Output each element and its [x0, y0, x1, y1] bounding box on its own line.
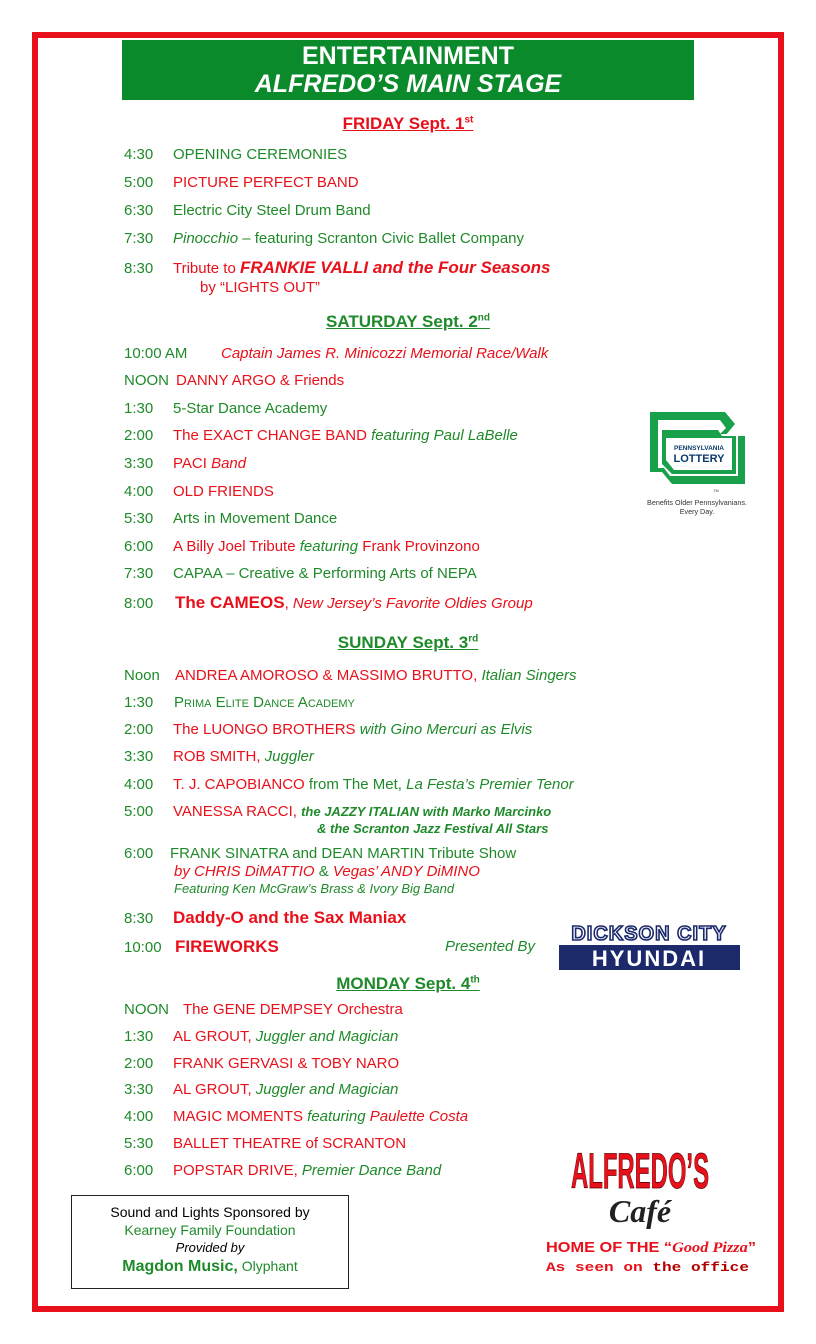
schedule-row: 8:00 The CAMEOS, New Jersey’s Favorite Oldies Group: [124, 593, 533, 612]
schedule-row: 6:30 Electric City Steel Drum Band: [124, 202, 371, 219]
schedule-row: 2:00 The LUONGO BROTHERS with Gino Mercuri as Elvis: [124, 721, 533, 738]
schedule-row-continued: Featuring Ken McGraw’s Brass & Ivory Big Band: [174, 881, 455, 896]
sponsor-name: Kearney Family Foundation: [124, 1222, 296, 1238]
schedule-row: 4:00 OLD FRIENDS: [124, 483, 274, 500]
alfredos-cafe-logo: [540, 1130, 765, 1280]
schedule-row: 6:00 A Billy Joel Tribute featuring Frank Provinzono: [124, 538, 480, 555]
svg-text:Every Day.: Every Day.: [679, 507, 715, 516]
schedule-row: 4:00 T. J. CAPOBIANCO from The Met, La Festa’s Premier Tenor: [124, 776, 574, 793]
day-heading-friday: FRIDAY Sept. 1st: [342, 114, 474, 133]
schedule-row: 3:30 AL GROUT, Juggler and Magician: [124, 1081, 399, 1098]
schedule-row: 5:30 Arts in Movement Dance: [124, 510, 338, 527]
svg-text:Café: Café: [608, 1193, 672, 1229]
presented-by-label: Presented By: [445, 938, 536, 955]
svg-text:ALFREDO’S: ALFREDO’S: [571, 1143, 709, 1199]
svg-text:Benefits Older Pennsylvanians.: Benefits Older Pennsylvanians.: [647, 498, 747, 507]
sponsor-box: [71, 1195, 349, 1289]
sponsor-provided-by: Provided by: [175, 1240, 245, 1255]
svg-text:LOTTERY: LOTTERY: [673, 453, 725, 465]
schedule-row-continued: by “LIGHTS OUT”: [200, 279, 321, 296]
svg-text:TM: TM: [713, 489, 719, 493]
schedule-row: 8:30 Daddy-O and the Sax Maniax: [124, 908, 407, 927]
schedule-row-continued: by CHRIS DiMATTIO & Vegas’ ANDY DiMINO: [174, 863, 480, 880]
schedule-row-continued: & the Scranton Jazz Festival All Stars: [317, 821, 549, 836]
sponsor-provider: Magdon Music, Olyphant: [122, 1258, 298, 1275]
schedule-row: NOON The GENE DEMPSEY Orchestra: [124, 1001, 403, 1018]
schedule-row: 5:00 VANESSA RACCI, the JAZZY ITALIAN with Marko Marcinko: [124, 803, 552, 820]
schedule-row: NOON DANNY ARGO & Friends: [124, 372, 345, 389]
svg-text:PENNSYLVANIA: PENNSYLVANIA: [674, 445, 724, 452]
page-header: [122, 40, 694, 100]
schedule-row: 6:00 POPSTAR DRIVE, Premier Dance Band: [124, 1162, 442, 1179]
schedule-row: 7:30 Pinocchio – featuring Scranton Civic Ballet Company: [124, 230, 525, 247]
schedule-row: 5:00 PICTURE PERFECT BAND: [124, 174, 359, 191]
pennsylvania-lottery-logo: [640, 410, 755, 520]
schedule-row: 8:30 Tribute to FRANKIE VALLI and the Four Seasons: [124, 258, 551, 277]
schedule-row: 1:30 AL GROUT, Juggler and Magician: [124, 1028, 399, 1045]
schedule-row: Noon ANDREA AMOROSO & MASSIMO BRUTTO, Italian Singers: [124, 667, 577, 684]
schedule-row: 4:00 MAGIC MOMENTS featuring Paulette Costa: [124, 1108, 469, 1125]
schedule-row: 5:30 BALLET THEATRE of SCRANTON: [124, 1135, 407, 1152]
svg-text:HYUNDAI: HYUNDAI: [591, 946, 707, 971]
schedule-row: 3:30 PACI Band: [124, 455, 247, 472]
schedule-row: 2:00 The EXACT CHANGE BAND featuring Paul LaBelle: [124, 427, 518, 444]
header-subtitle: ALFREDO’S MAIN STAGE: [254, 70, 562, 98]
schedule-row: 10:00 FIREWORKS: [124, 937, 279, 956]
day-heading-sunday: SUNDAY Sept. 3rd: [337, 633, 479, 652]
schedule-row: 2:00 FRANK GERVASI & TOBY NARO: [124, 1055, 400, 1072]
svg-text:As seen on the office: As seen on the office: [546, 1260, 731, 1275]
schedule-row: 7:30 CAPAA – Creative & Performing Arts of NEPA: [124, 565, 477, 582]
svg-text:HOME OF THE “Good Pizza”: HOME OF THE “ Good Pizza ”: [546, 1239, 756, 1256]
dickson-city-hyundai-logo: [557, 921, 742, 971]
schedule-row: 1:30 Prima Elite Dance Academy: [124, 694, 355, 711]
schedule-row: 6:00 FRANK SINATRA and DEAN MARTIN Tribute Show: [124, 845, 517, 862]
schedule-row: 3:30 ROB SMITH, Juggler: [124, 748, 314, 765]
schedule-row: 10:00 AM Captain James R. Minicozzi Memorial Race/Walk: [124, 345, 549, 362]
svg-text:DICKSON CITY: DICKSON CITY: [571, 923, 727, 945]
day-heading-monday: MONDAY Sept. 4th: [336, 974, 480, 993]
header-title: ENTERTAINMENT: [301, 42, 515, 70]
schedule-row: 4:30 OPENING CEREMONIES: [124, 146, 348, 163]
sponsor-line: Sound and Lights Sponsored by: [110, 1204, 310, 1220]
schedule-row: 1:30 5-Star Dance Academy: [124, 400, 328, 417]
day-heading-saturday: SATURDAY Sept. 2nd: [326, 312, 490, 331]
